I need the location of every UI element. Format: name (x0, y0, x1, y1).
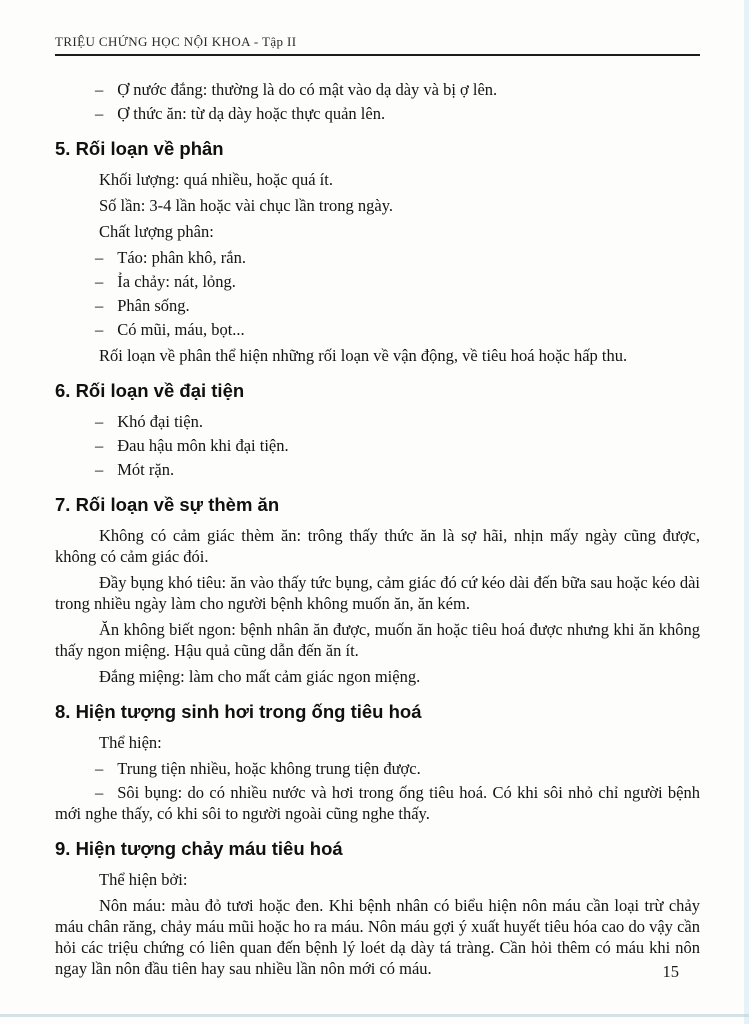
scan-edge-right (744, 0, 749, 1024)
bullet-dash-icon: – (95, 460, 104, 479)
running-header (55, 34, 700, 50)
bullet-item (55, 247, 700, 268)
paragraph: Nôn máu: màu đỏ tươi hoặc đen. Khi bệnh nhân có biểu hiện nôn máu cần loại trừ chảy máu chân răng, chảy máu mũi hoặc ho ra máu. Nôn máu gợi ý xuất huyết tiêu hóa cao do vậy cần hỏi các triệu chứng có liên quan đến bệnh lý loét dạ dày tá tràng. Cần hỏi thêm có máu khi nôn ngay lần nôn đầu tiên hay sau nhiều lần nôn mới có máu. (55, 896, 700, 978)
bullet-text: Có mũi, máu, bọt... (117, 320, 245, 339)
bullet-item (55, 459, 700, 480)
paragraph: Thể hiện: (99, 733, 162, 752)
section-heading: 5. Rối loạn về phân (55, 138, 224, 159)
section-heading: 9. Hiện tượng chảy máu tiêu hoá (55, 838, 343, 859)
paragraph: Không có cảm giác thèm ăn: trông thấy thức ăn là sợ hãi, nhịn mấy ngày cũng được, không có cảm giác đói. (55, 526, 700, 566)
bullet-text: Ợ nước đắng: thường là do có mật vào dạ dày và bị ợ lên. (117, 80, 498, 99)
bullet-item (55, 79, 700, 100)
bullet-text: Táo: phân khô, rắn. (117, 248, 247, 267)
header-rule (55, 54, 700, 56)
bullet-text: Ỉa chảy: nát, lỏng. (117, 272, 236, 291)
bullet-dash-icon: – (95, 436, 104, 455)
bullet-text: Đau hậu môn khi đại tiện. (117, 436, 289, 455)
bullet-dash-icon: – (95, 296, 104, 315)
bullet-dash-icon: – (95, 248, 104, 267)
paragraph: Đầy bụng khó tiêu: ăn vào thấy tức bụng, cảm giác đó cứ kéo dài đến bữa sau hoặc kéo dài trong nhiều ngày làm cho người bệnh không muốn ăn, ăn kém. (55, 573, 700, 613)
page-content (55, 79, 700, 979)
bullet-dash-icon: – (95, 412, 104, 431)
section-heading: 6. Rối loạn về đại tiện (55, 380, 245, 401)
bullet-text: Sôi bụng: do có nhiều nước và hơi trong ống tiêu hoá. Có khi sôi nhỏ chỉ người bệnh mới nghe thấy, có khi sôi to người ngoài cũng nghe thấy. (55, 783, 700, 823)
bullet-dash-icon: – (95, 272, 104, 291)
bullet-dash-icon: – (95, 320, 104, 339)
bullet-item (55, 271, 700, 292)
paragraph: Đắng miệng: làm cho mất cảm giác ngon miệng. (99, 667, 421, 686)
paragraph: Khối lượng: quá nhiều, hoặc quá ít. (99, 170, 333, 189)
bullet-item (55, 758, 700, 779)
bullet-dash-icon: – (95, 104, 104, 123)
page-number: 15 (662, 962, 679, 981)
scan-edge-bottom (0, 1014, 749, 1017)
paragraph: Ăn không biết ngon: bệnh nhân ăn được, muốn ăn hoặc tiêu hoá được nhưng khi ăn không thấy ngon miệng. Hậu quả cũng dẫn đến ăn ít. (55, 620, 700, 660)
paragraph: Rối loạn về phân thể hiện những rối loạn về vận động, về tiêu hoá hoặc hấp thu. (99, 346, 628, 365)
bullet-item (55, 319, 700, 340)
paragraph: Thể hiện bởi: (99, 870, 188, 889)
bullet-item (55, 103, 700, 124)
paragraph: Số lần: 3-4 lần hoặc vài chục lần trong ngày. (99, 196, 394, 215)
bullet-item (55, 435, 700, 456)
bullet-dash-icon: – (95, 80, 104, 99)
bullet-item (55, 782, 700, 824)
bullet-dash-icon: – (95, 759, 104, 778)
paragraph: Chất lượng phân: (99, 222, 214, 241)
bullet-text: Mót rặn. (117, 460, 175, 479)
bullet-item (55, 411, 700, 432)
section-heading: 8. Hiện tượng sinh hơi trong ống tiêu hoá (55, 701, 422, 722)
bullet-text: Khó đại tiện. (117, 412, 203, 431)
bullet-text: Phân sống. (117, 296, 190, 315)
bullet-text: Trung tiện nhiều, hoặc không trung tiện được. (117, 759, 421, 778)
bullet-text: Ợ thức ăn: từ dạ dày hoặc thực quản lên. (117, 104, 386, 123)
bullet-dash-icon: – (95, 783, 104, 802)
bullet-item (55, 295, 700, 316)
running-header-title: TRIỆU CHỨNG HỌC NỘI KHOA - Tập II (55, 34, 297, 49)
section-heading: 7. Rối loạn về sự thèm ăn (55, 494, 280, 515)
